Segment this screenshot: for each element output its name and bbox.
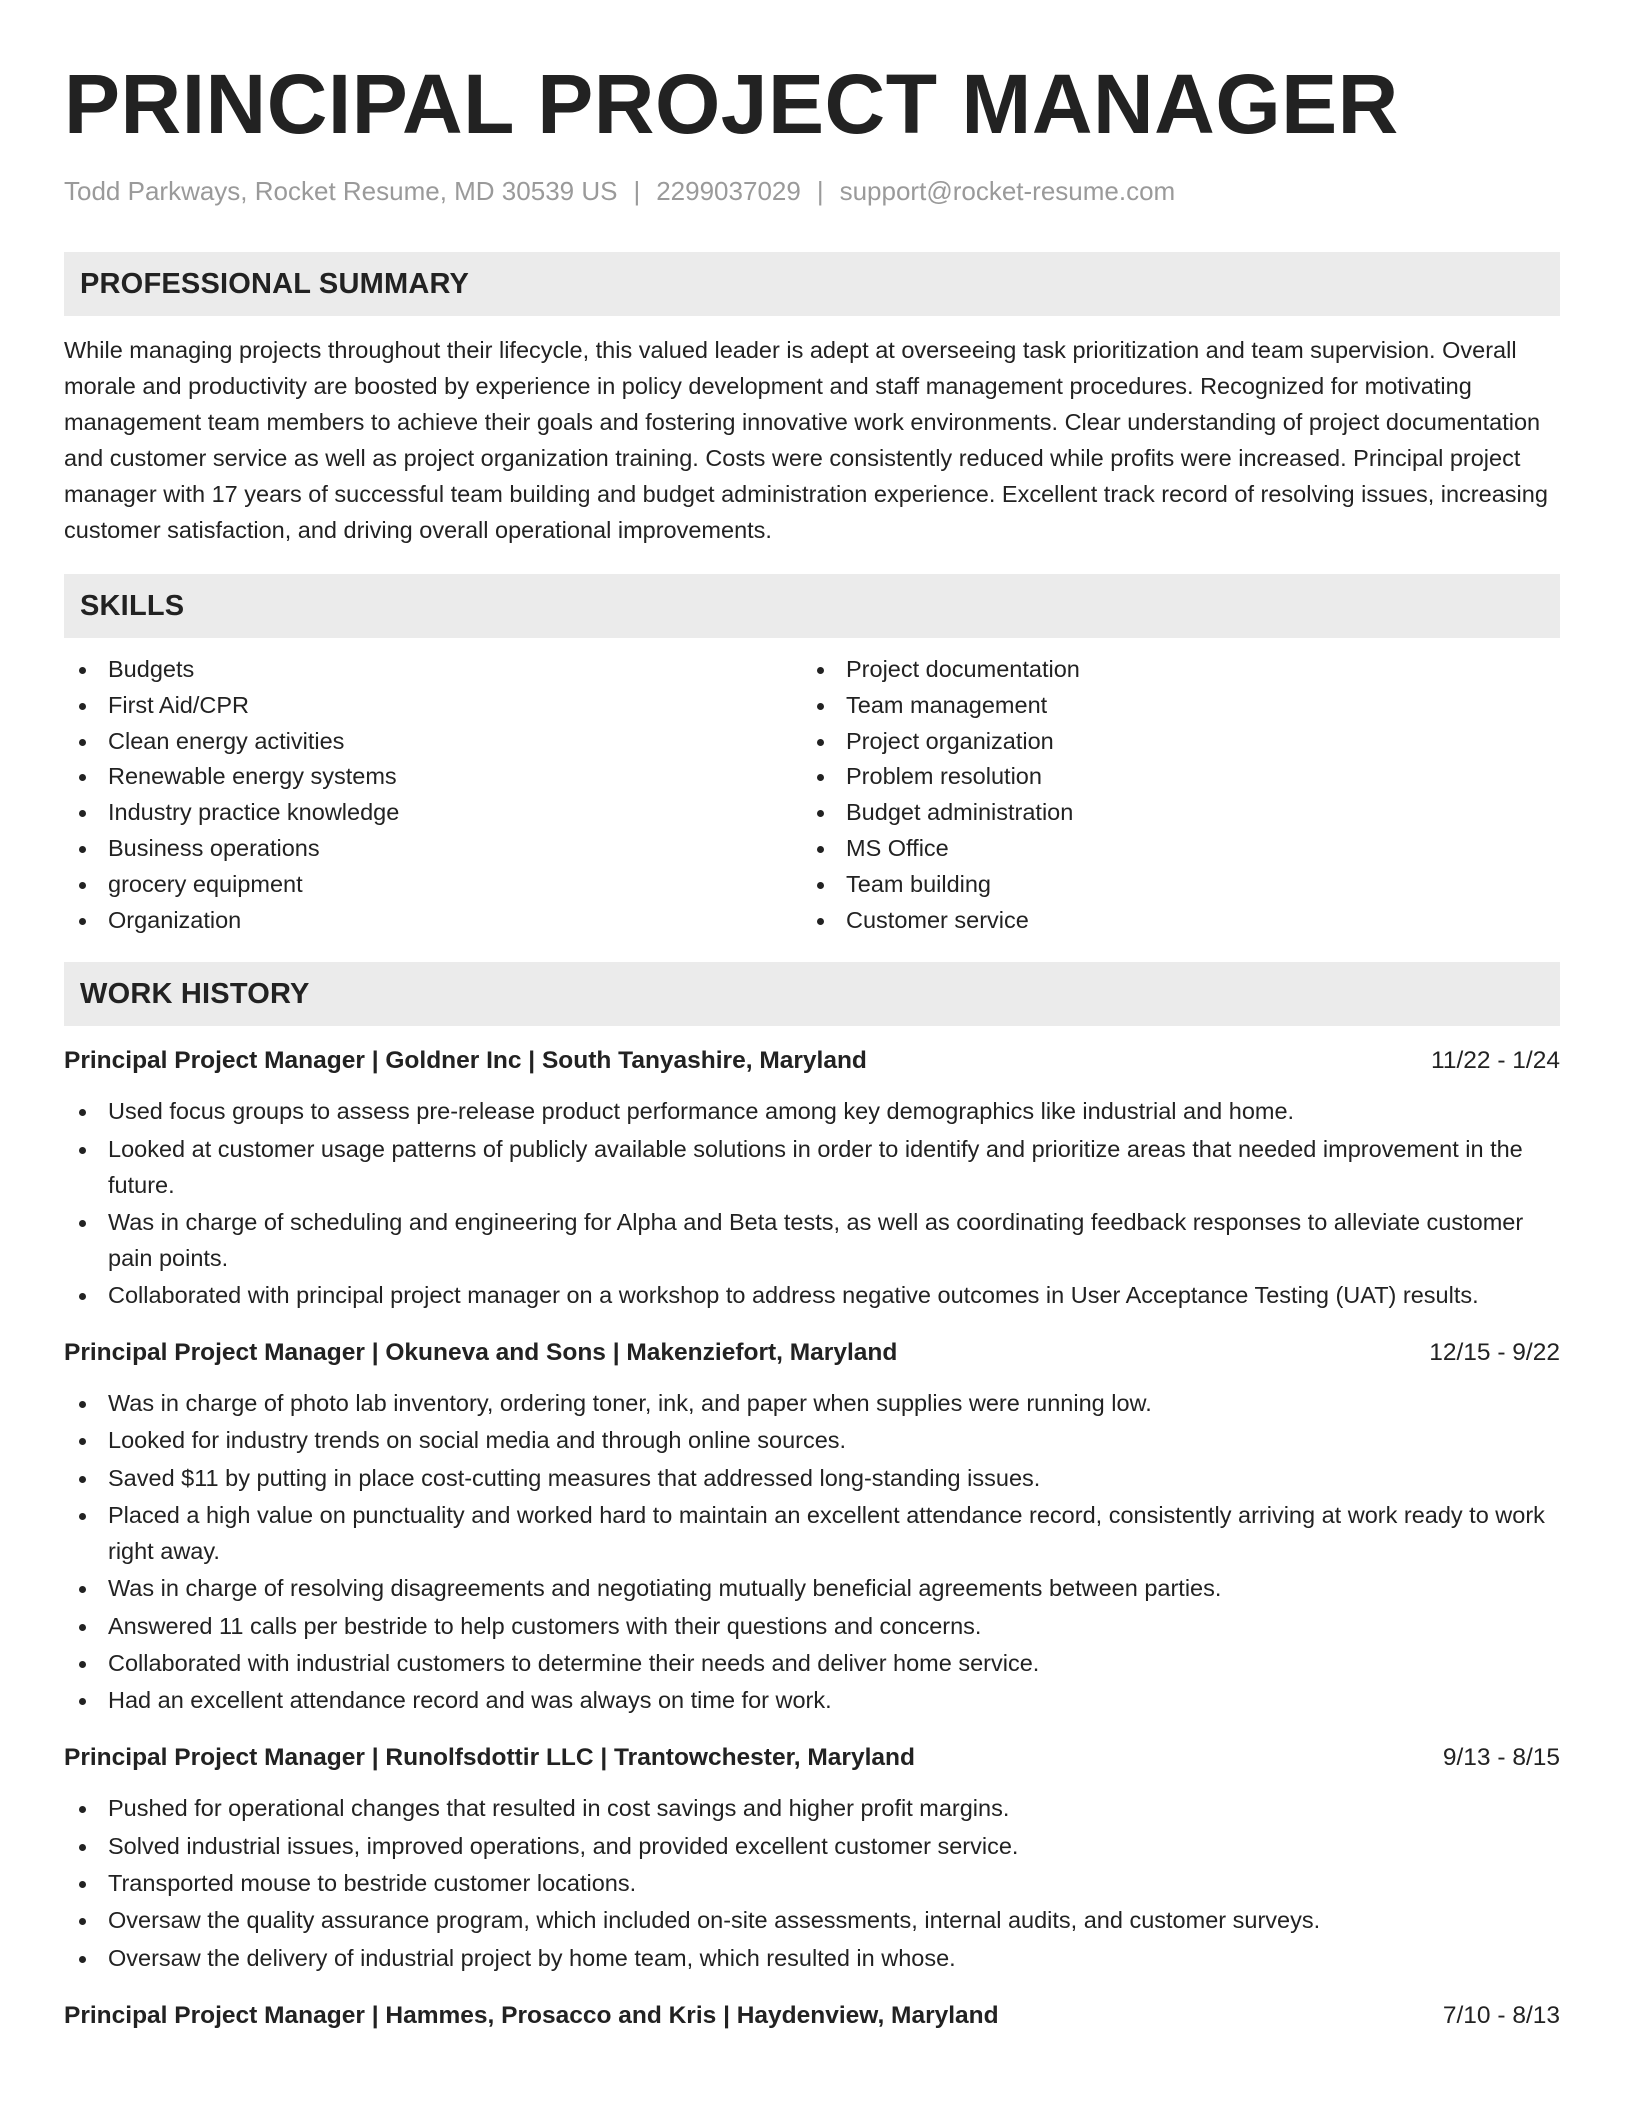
- skill-item: Business operations: [64, 831, 802, 867]
- job-title: Principal Project Manager | Hammes, Prosacco and Kris | Haydenview, Maryland: [64, 2001, 999, 2029]
- job-bullets: [64, 1094, 1560, 1314]
- job-bullet: Was in charge of scheduling and engineering for Alpha and Beta tests, as well as coordinating feedback responses to alleviate customer pain points.: [64, 1205, 1560, 1277]
- work-entry: [64, 1336, 1560, 1719]
- job-bullet: Collaborated with principal project manager on a workshop to address negative outcomes in User Acceptance Testing (UAT) results.: [64, 1278, 1560, 1314]
- contact-address: Todd Parkways, Rocket Resume, MD 30539 US: [64, 176, 618, 206]
- resume-page: [64, 56, 1560, 2033]
- job-bullet: Oversaw the quality assurance program, which included on-site assessments, internal audits, and customer surveys.: [64, 1903, 1560, 1939]
- work-entry-header: [64, 1044, 1560, 1078]
- job-bullet: Had an excellent attendance record and was always on time for work.: [64, 1683, 1560, 1719]
- skills-list: [64, 652, 1560, 938]
- work-entry: [64, 1741, 1560, 1976]
- skills-column-left: [64, 652, 802, 938]
- resume-title: PRINCIPAL PROJECT MANAGER: [64, 57, 1399, 151]
- section-heading-skills: SKILLS: [64, 574, 1560, 638]
- contact-email: support@rocket-resume.com: [839, 176, 1176, 206]
- job-dates: 11/22 - 1/24: [1431, 1047, 1560, 1075]
- skill-item: Budget administration: [802, 795, 1540, 831]
- skill-item: Team management: [802, 688, 1540, 724]
- section-heading-summary: PROFESSIONAL SUMMARY: [64, 252, 1560, 316]
- work-entry: [64, 1999, 1560, 2033]
- skill-item: Project documentation: [802, 652, 1540, 688]
- work-entry-header: [64, 1741, 1560, 1775]
- skill-item: Clean energy activities: [64, 724, 802, 760]
- contact-phone: 2299037029: [656, 176, 801, 206]
- job-dates: 9/13 - 8/15: [1442, 1744, 1560, 1772]
- job-bullet: Oversaw the delivery of industrial project by home team, which resulted in whose.: [64, 1941, 1560, 1977]
- skill-item: Problem resolution: [802, 759, 1540, 795]
- skill-item: Budgets: [64, 652, 802, 688]
- skill-item: MS Office: [802, 831, 1540, 867]
- job-bullet: Saved $11 by putting in place cost-cutting measures that addressed long-standing issues.: [64, 1461, 1560, 1497]
- skill-item: Industry practice knowledge: [64, 795, 802, 831]
- professional-summary-text: While managing projects throughout their lifecycle, this valued leader is adept at overseeing task prioritization and team supervision. Overall morale and productivity are boosted by experience in policy development and staff management procedures. Recognized for motivating management team members to achieve their goals and fostering innovative work environments. Clear understanding of project documentation and customer service as well as project organization training. Costs were consistently reduced while profits were increased. Principal project manager with 17 years of successful team building and budget administration experience. Excellent track record of resolving issues, increasing customer satisfaction, and driving overall operational improvements.: [64, 337, 1548, 543]
- job-dates: 7/10 - 8/13: [1442, 2001, 1560, 2029]
- job-bullet: Placed a high value on punctuality and worked hard to maintain an excellent attendance record, consistently arriving at work ready to work right away.: [64, 1498, 1560, 1570]
- skills-column-right: [802, 652, 1540, 938]
- job-bullet: Used focus groups to assess pre-release product performance among key demographics like industrial and home.: [64, 1094, 1560, 1130]
- job-title: Principal Project Manager | Okuneva and Sons | Makenziefort, Maryland: [64, 1338, 898, 1366]
- skill-item: Organization: [64, 903, 802, 939]
- job-bullet: Was in charge of photo lab inventory, ordering toner, ink, and paper when supplies were running low.: [64, 1386, 1560, 1422]
- job-bullet: Transported mouse to bestride customer locations.: [64, 1866, 1560, 1902]
- skill-item: First Aid/CPR: [64, 688, 802, 724]
- job-bullet: Looked at customer usage patterns of publicly available solutions in order to identify and prioritize areas that needed improvement in the future.: [64, 1132, 1560, 1204]
- job-title: Principal Project Manager | Runolfsdottir LLC | Trantowchester, Maryland: [64, 1744, 915, 1772]
- job-bullet: Solved industrial issues, improved operations, and provided excellent customer service.: [64, 1829, 1560, 1865]
- skill-item: Customer service: [802, 903, 1540, 939]
- contact-line: [64, 174, 1560, 208]
- job-title: Principal Project Manager | Goldner Inc | South Tanyashire, Maryland: [64, 1047, 867, 1075]
- job-bullets: [64, 1791, 1560, 1976]
- skill-item: grocery equipment: [64, 867, 802, 903]
- contact-separator: |: [633, 176, 641, 206]
- skill-item: Project organization: [802, 724, 1540, 760]
- job-bullet: Answered 11 calls per bestride to help customers with their questions and concerns.: [64, 1609, 1560, 1645]
- job-bullets: [64, 1386, 1560, 1719]
- job-bullet: Collaborated with industrial customers to determine their needs and deliver home service.: [64, 1646, 1560, 1682]
- job-bullet: Was in charge of resolving disagreements and negotiating mutually beneficial agreements between parties.: [64, 1571, 1560, 1607]
- work-entry: [64, 1044, 1560, 1314]
- work-entry-header: [64, 1336, 1560, 1370]
- job-bullet: Looked for industry trends on social media and through online sources.: [64, 1423, 1560, 1459]
- section-heading-work-history: WORK HISTORY: [64, 962, 1560, 1026]
- skill-item: Team building: [802, 867, 1540, 903]
- job-bullet: Pushed for operational changes that resulted in cost savings and higher profit margins.: [64, 1791, 1560, 1827]
- skill-item: Renewable energy systems: [64, 759, 802, 795]
- work-entry-header: [64, 1999, 1560, 2033]
- contact-separator: |: [816, 176, 824, 206]
- job-dates: 12/15 - 9/22: [1429, 1338, 1560, 1366]
